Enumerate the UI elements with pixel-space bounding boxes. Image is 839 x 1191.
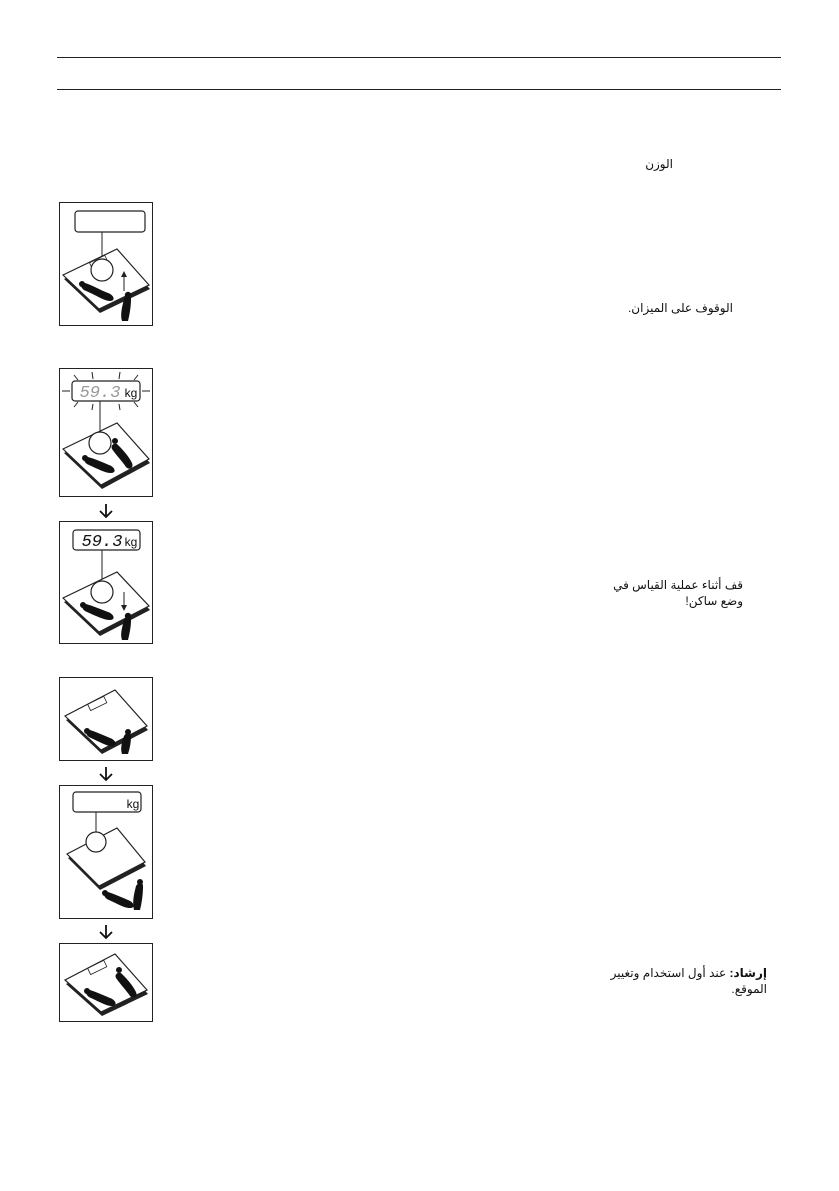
top-rule [57, 57, 781, 58]
scale-illustration-hint [60, 944, 152, 1021]
figure-final-reading [59, 521, 153, 644]
figure-hint-scale [59, 943, 153, 1022]
display-callout [75, 211, 145, 232]
section-title: الوزن [645, 157, 673, 171]
figure-scale-standing [59, 677, 153, 761]
zoom-circle [86, 832, 106, 852]
zoom-circle [91, 259, 113, 281]
scale-platform [65, 954, 148, 1016]
hint-text-line1 [611, 965, 767, 981]
scale-illustration-blink [60, 369, 152, 496]
blink-reading: 59.3 [79, 384, 121, 403]
step1-text: الوقوف على الميزان. [627, 301, 733, 315]
arrow-down-icon [98, 766, 114, 782]
hint-text: عند أول استخدام وتغيير [610, 966, 730, 980]
scale-platform [67, 828, 146, 890]
arrow-down-icon [98, 503, 114, 519]
figure-measuring-blink [59, 368, 153, 497]
scale-platform [63, 249, 150, 313]
hint-label: إرشاد: [729, 966, 767, 980]
header-rule [57, 89, 781, 90]
scale-illustration-off [60, 786, 152, 918]
final-reading: 59.3 [81, 533, 123, 552]
figure-step-off [59, 785, 153, 919]
scale-platform [63, 423, 150, 489]
scale-illustration-standing [60, 678, 152, 760]
zoom-circle [89, 432, 111, 454]
arrow-down-icon [98, 924, 114, 940]
scale-illustration-final [60, 522, 152, 643]
step2-text-line1: قف أثناء عملية القياس في [613, 578, 743, 592]
unit-label: kg [124, 386, 138, 400]
zoom-circle [91, 581, 113, 603]
scale-illustration [60, 203, 152, 325]
unit-label: kg [126, 797, 140, 811]
figure-step-on-scale [59, 202, 153, 326]
unit-label: kg [124, 535, 138, 549]
hint-text-line2: الموقع. [731, 982, 767, 996]
step2-text-line2: وضع ساكن! [685, 594, 743, 608]
